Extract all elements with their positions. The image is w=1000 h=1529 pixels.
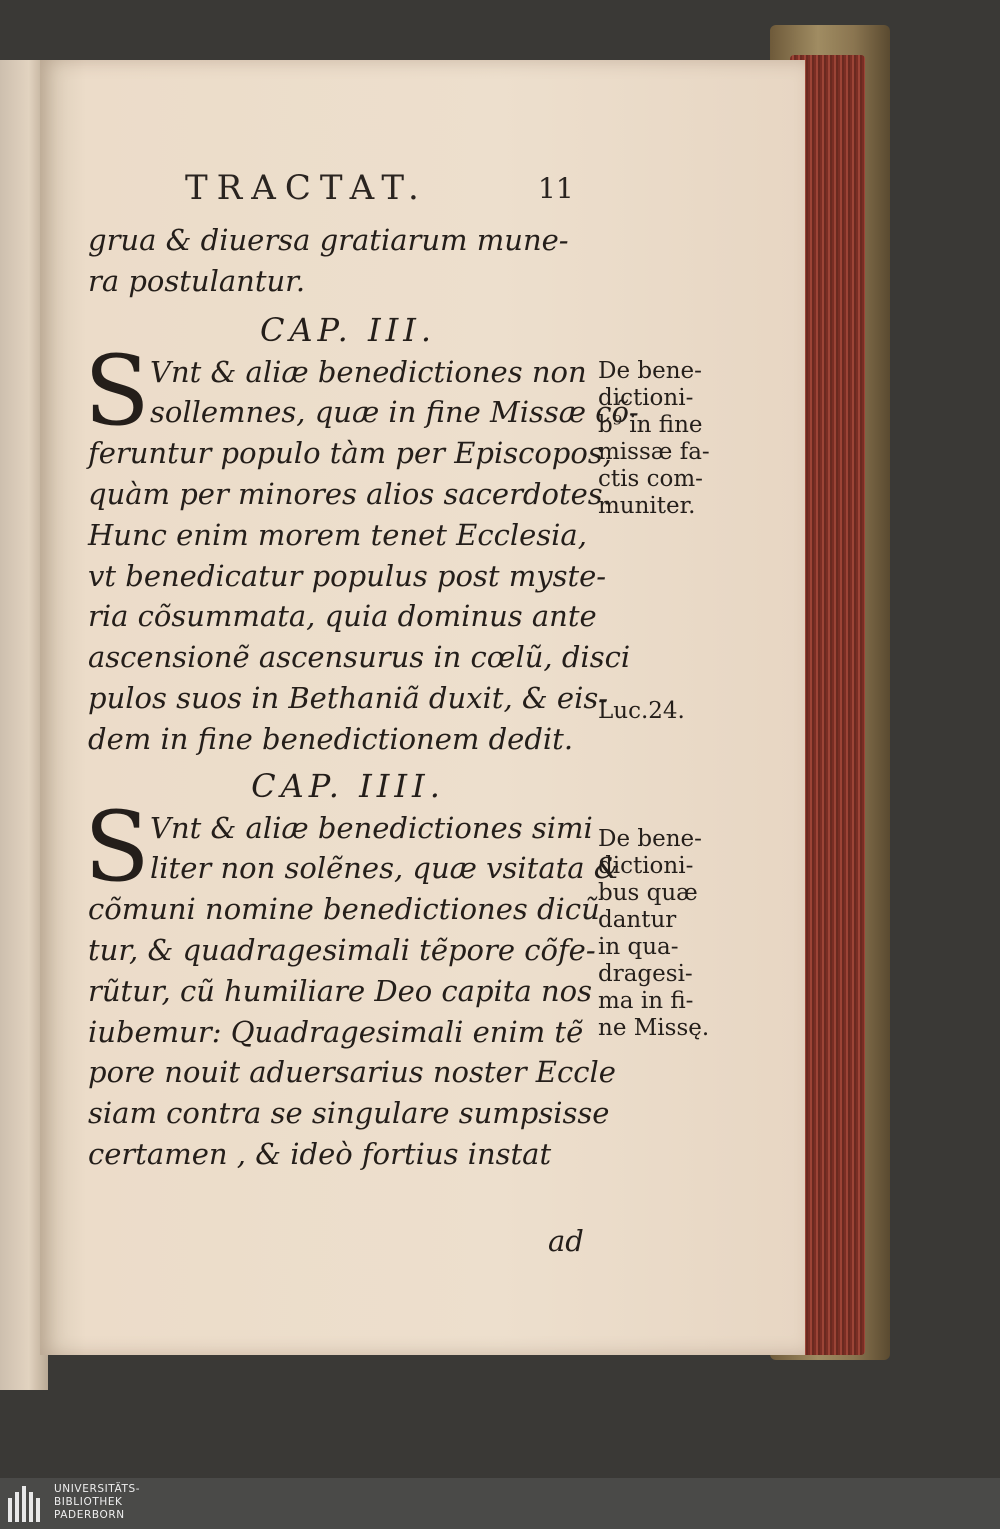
margin-line: b⁹ in fine — [598, 412, 703, 438]
margin-line: dantur — [598, 907, 677, 933]
text-line: sollemnes, quæ in fine Missæ cõ- — [150, 395, 639, 430]
text-line: grua & diuersa gratiarum mune- — [88, 223, 569, 257]
text-line: ra postulantur. — [88, 263, 306, 298]
chapter-heading-3: CAP. III. — [259, 310, 437, 349]
text-line: pulos suos in Bethaniã duxit, & eis- — [88, 680, 609, 715]
chapter-4-body — [84, 790, 620, 1175]
drop-capital: S — [84, 790, 150, 903]
text-line: vt benedicatur populus post myste- — [88, 558, 607, 593]
margin-line: bus quæ — [598, 880, 698, 906]
text-line: iubemur: Quadragesimali enim tẽ — [88, 1014, 584, 1049]
text-line: tur, & quadragesimali tẽpore cõfe- — [88, 932, 596, 967]
text-line: Vnt & aliæ benedictiones non — [150, 354, 587, 389]
chapter-3-body — [84, 334, 639, 760]
library-footer — [0, 1478, 1000, 1529]
running-title: TRACTAT. — [185, 168, 428, 208]
margin-line: ma in fi- — [598, 988, 694, 1014]
margin-line: De bene- — [598, 358, 702, 384]
margin-line: De bene- — [598, 826, 702, 852]
text-line: cõmuni nomine benedictiones dicũ — [88, 892, 600, 927]
margin-line: missæ fa- — [598, 439, 710, 465]
marginal-note-benedictions-mass — [598, 358, 738, 520]
marginal-reference: Luc.24. — [598, 698, 685, 724]
margin-line: ctis com- — [598, 466, 703, 492]
text-line: Vnt & aliæ benedictiones simi — [150, 810, 593, 845]
text-line: siam contra se singulare sumpsisse — [88, 1096, 610, 1131]
text-line: dem in fine benedictionem dedit. — [88, 721, 574, 756]
drop-capital: S — [84, 334, 150, 447]
text-line: Hunc enim morem tenet Ecclesia, — [88, 517, 587, 552]
margin-line: dragesi- — [598, 961, 693, 987]
margin-line: dictioni- — [598, 853, 694, 879]
text-line: feruntur populo tàm per Episcopos, — [88, 436, 612, 471]
text-line: quàm per minores alios sacerdotes. — [88, 476, 612, 511]
marginal-note-lent-benedictions — [598, 826, 738, 1042]
text-line: rũtur, cũ humiliare Deo capita nos — [88, 973, 592, 1008]
margin-line: in qua- — [598, 934, 679, 960]
text-line: certamen , & ideò fortius instat — [88, 1136, 552, 1171]
text-line: pore nouit aduersarius noster Eccle — [88, 1055, 616, 1090]
library-name: UNIVERSITÄTS- BIBLIOTHEK PADERBORN — [54, 1483, 141, 1521]
text-line: ascensionẽ ascensurus in cœlũ, disci — [88, 640, 631, 675]
catchword: ad — [548, 1224, 584, 1258]
chapter-heading-4: CAP. IIII. — [251, 766, 445, 805]
library-logo-icon — [8, 1486, 46, 1522]
margin-line: muniter. — [598, 493, 696, 519]
text-line: ria cõsummata, quia dominus ante — [88, 599, 597, 634]
text-line: liter non solẽnes, quæ vsitata & — [150, 851, 620, 886]
margin-line: dictioni- — [598, 385, 694, 411]
margin-line: ne Missę. — [598, 1015, 710, 1041]
page-number: 11 — [538, 172, 574, 205]
